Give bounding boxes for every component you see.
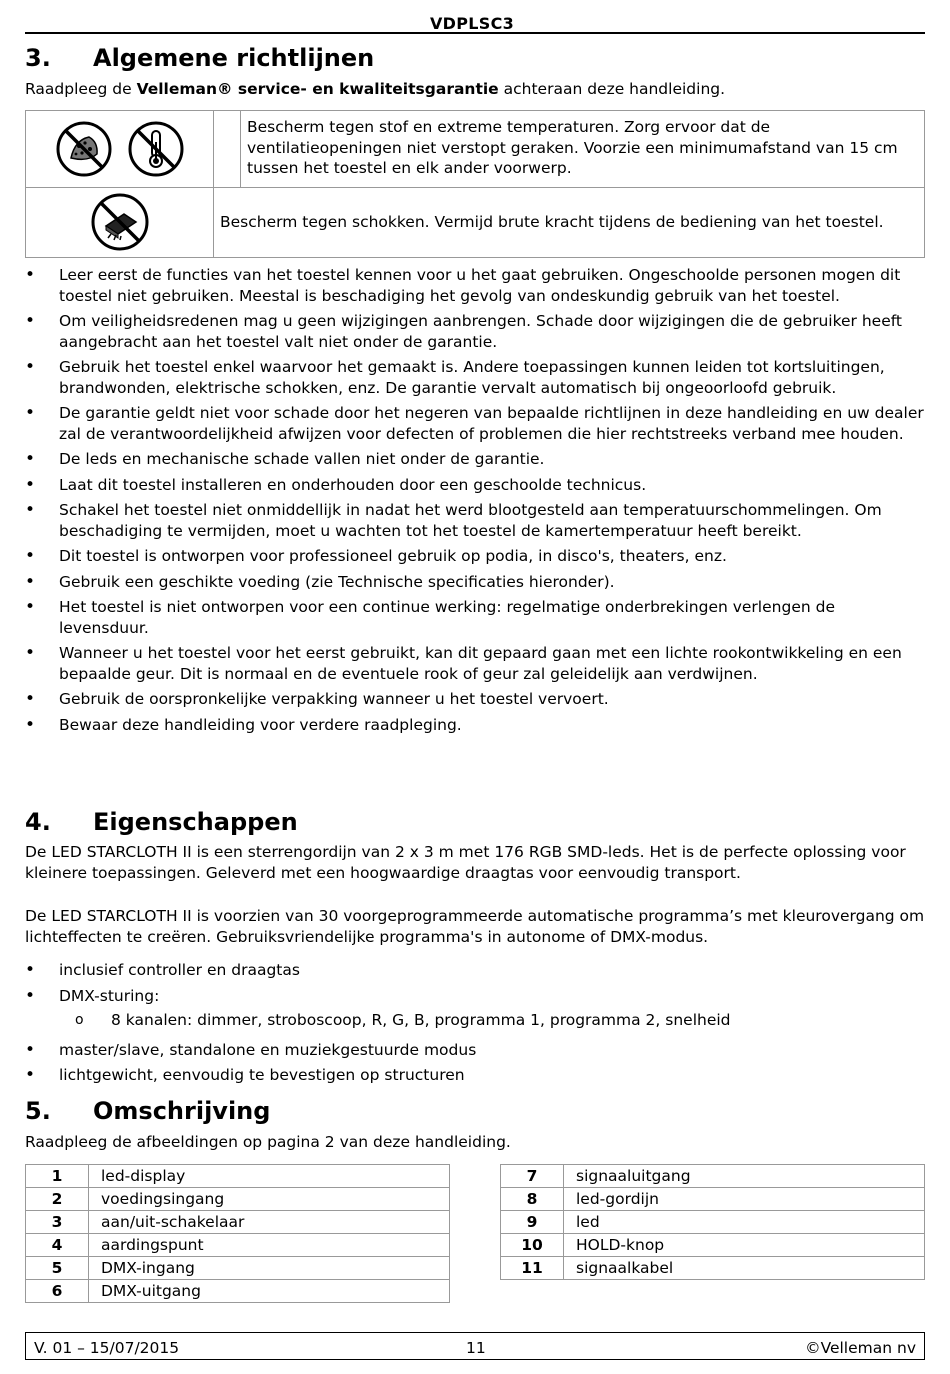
part-number: 10 bbox=[501, 1234, 564, 1257]
part-number: 9 bbox=[501, 1211, 564, 1234]
list-item: • master/slave, standalone en muziekgestuurde modus bbox=[25, 1040, 925, 1061]
no-dust-icon bbox=[55, 120, 113, 178]
intro-suffix: achteraan deze handleiding. bbox=[498, 80, 726, 98]
table-row bbox=[26, 1234, 450, 1257]
sub-list-item: o 8 kanalen: dimmer, stroboscoop, R, G, B, programma 1, programma 2, snelheid bbox=[25, 1010, 925, 1031]
table-row bbox=[26, 1165, 450, 1188]
part-number: 11 bbox=[501, 1257, 564, 1280]
list-item: • Wanneer u het toestel voor het eerst gebruikt, kan dit gepaard gaan met een lichte rookontwikkeling en een bepaalde geur. Dit is normaal en de eventuele rook of geur zal geleidelijk aan verdwijnen. bbox=[25, 643, 925, 684]
section-3-heading bbox=[25, 44, 374, 72]
section-5-heading bbox=[25, 1097, 270, 1125]
section-4-title: Eigenschappen bbox=[93, 808, 298, 836]
safety-table bbox=[25, 110, 925, 258]
part-label: led-gordijn bbox=[564, 1188, 925, 1211]
list-item: • Gebruik het toestel enkel waarvoor het gemaakt is. Andere toepassingen kunnen leiden tot kortsluitingen, brandwonden, elektrische schokken, enz. De garantie vervalt automatisch bij ongeoorloofd gebruik. bbox=[25, 357, 925, 398]
part-number: 4 bbox=[26, 1234, 89, 1257]
part-number: 7 bbox=[501, 1165, 564, 1188]
header-rule bbox=[25, 32, 925, 34]
table-row bbox=[501, 1257, 925, 1280]
part-number: 5 bbox=[26, 1257, 89, 1280]
section-3-bullet-list bbox=[25, 265, 925, 740]
parts-table-right bbox=[500, 1164, 925, 1280]
version-date: V. 01 – 15/07/2015 bbox=[34, 1339, 180, 1357]
list-item: • Bewaar deze handleiding voor verdere raadpleging. bbox=[25, 715, 925, 736]
no-temperature-icon bbox=[127, 120, 185, 178]
part-label: DMX-uitgang bbox=[89, 1280, 450, 1303]
safety-icons-cell-2 bbox=[26, 187, 214, 257]
part-label: HOLD-knop bbox=[564, 1234, 925, 1257]
list-item: • Het toestel is niet ontworpen voor een continue werking: regelmatige onderbrekingen verlengen de levensduur. bbox=[25, 597, 925, 638]
part-label: signaaluitgang bbox=[564, 1165, 925, 1188]
part-label: led bbox=[564, 1211, 925, 1234]
list-item: • Schakel het toestel niet onmiddellijk in nadat het werd blootgesteld aan temperatuurschommelingen. Om beschadiging te vermijden, moet u wachten tot het toestel de kamertemperatuur heeft bereikt. bbox=[25, 500, 925, 541]
table-row bbox=[26, 1257, 450, 1280]
list-item: • Laat dit toestel installeren en onderhouden door een geschoolde technicus. bbox=[25, 475, 925, 496]
part-label: aardingspunt bbox=[89, 1234, 450, 1257]
part-label: DMX-ingang bbox=[89, 1257, 450, 1280]
section-4-heading bbox=[25, 808, 298, 836]
list-item: • Om veiligheidsredenen mag u geen wijzigingen aanbrengen. Schade door wijzigingen die de gebruiker heeft aangebracht aan het toestel valt niet onder de garantie. bbox=[25, 311, 925, 352]
part-number: 6 bbox=[26, 1280, 89, 1303]
section-5-number: 5. bbox=[25, 1097, 51, 1125]
table-row bbox=[26, 1211, 450, 1234]
table-row bbox=[501, 1211, 925, 1234]
copyright: ©Velleman nv bbox=[805, 1339, 916, 1357]
part-number: 8 bbox=[501, 1188, 564, 1211]
list-item: • inclusief controller en draagtas bbox=[25, 960, 925, 981]
section-4-paragraph-1: De LED STARCLOTH II is een sterrengordijn van 2 x 3 m met 176 RGB SMD-leds. Het is de perfecte oplossing voor kleinere toepassingen. Geleverd met een hoogwaardige draagtas voor eenvoudig transport. bbox=[25, 843, 906, 882]
list-item: • De leds en mechanische schade vallen niet onder de garantie. bbox=[25, 449, 925, 470]
warranty-reference: Velleman® service- en kwaliteitsgarantie bbox=[136, 80, 499, 98]
section-3-number: 3. bbox=[25, 44, 51, 72]
table-row bbox=[26, 1188, 450, 1211]
section-4-paragraph-2: De LED STARCLOTH II is voorzien van 30 voorgeprogrammeerde automatische programma’s met kleurovergang om lichteffecten te creëren. Gebruiksvriendelijke programma's in autonome of DMX-modus. bbox=[25, 907, 925, 946]
list-item: • Gebruik een geschikte voeding (zie Technische specificaties hieronder). bbox=[25, 572, 925, 593]
list-item: • DMX-sturing: bbox=[25, 986, 925, 1007]
table-row bbox=[501, 1188, 925, 1211]
list-item: • Leer eerst de functies van het toestel kennen voor u het gaat gebruiken. Ongeschoolde personen mogen dit toestel niet gebruiken. Meestal is beschadiging het gevolg van ondeskundig gebruik van het toestel. bbox=[25, 265, 925, 306]
section-4-bullet-list bbox=[25, 960, 925, 1091]
section-4-number: 4. bbox=[25, 808, 51, 836]
intro-prefix: Raadpleeg de bbox=[25, 80, 137, 98]
section-5-title: Omschrijving bbox=[93, 1097, 271, 1125]
part-label: led-display bbox=[89, 1165, 450, 1188]
shock-warning-text: Bescherm tegen schokken. Vermijd brute kracht tijdens de bediening van het toestel. bbox=[214, 187, 925, 257]
section-5-intro: Raadpleeg de afbeeldingen op pagina 2 van deze handleiding. bbox=[25, 1133, 511, 1151]
safety-spacer-cell bbox=[214, 111, 241, 188]
section-3-title: Algemene richtlijnen bbox=[93, 44, 375, 72]
part-label: aan/uit-schakelaar bbox=[89, 1211, 450, 1234]
document-code: VDPLSC3 bbox=[430, 14, 515, 33]
list-item: • Dit toestel is ontworpen voor professioneel gebruik op podia, in disco's, theaters, enz. bbox=[25, 546, 925, 567]
list-item: • lichtgewicht, eenvoudig te bevestigen op structuren bbox=[25, 1065, 925, 1086]
part-label: voedingsingang bbox=[89, 1188, 450, 1211]
safety-icons-cell-1 bbox=[26, 111, 214, 188]
table-row bbox=[26, 1280, 450, 1303]
table-row bbox=[501, 1234, 925, 1257]
list-item: • Gebruik de oorspronkelijke verpakking wanneer u het toestel vervoert. bbox=[25, 689, 925, 710]
part-number: 3 bbox=[26, 1211, 89, 1234]
part-number: 2 bbox=[26, 1188, 89, 1211]
part-label: signaalkabel bbox=[564, 1257, 925, 1280]
dust-warning-text: Bescherm tegen stof en extreme temperaturen. Zorg ervoor dat de ventilatieopeningen niet verstopt geraken. Voorzie een minimumafstand van 15 cm tussen het toestel en elk ander voorwerp. bbox=[241, 111, 925, 188]
part-number: 1 bbox=[26, 1165, 89, 1188]
table-row bbox=[501, 1165, 925, 1188]
no-shock-icon bbox=[90, 192, 150, 252]
page-footer bbox=[25, 1332, 925, 1360]
page-number: 11 bbox=[466, 1339, 486, 1357]
parts-table-left bbox=[25, 1164, 450, 1303]
list-item: • De garantie geldt niet voor schade door het negeren van bepaalde richtlijnen in deze handleiding en uw dealer zal de verantwoordelijkheid afwijzen voor defecten of problemen die hier rechtstreeks verband mee houden. bbox=[25, 403, 925, 444]
section-3-intro bbox=[25, 79, 925, 100]
